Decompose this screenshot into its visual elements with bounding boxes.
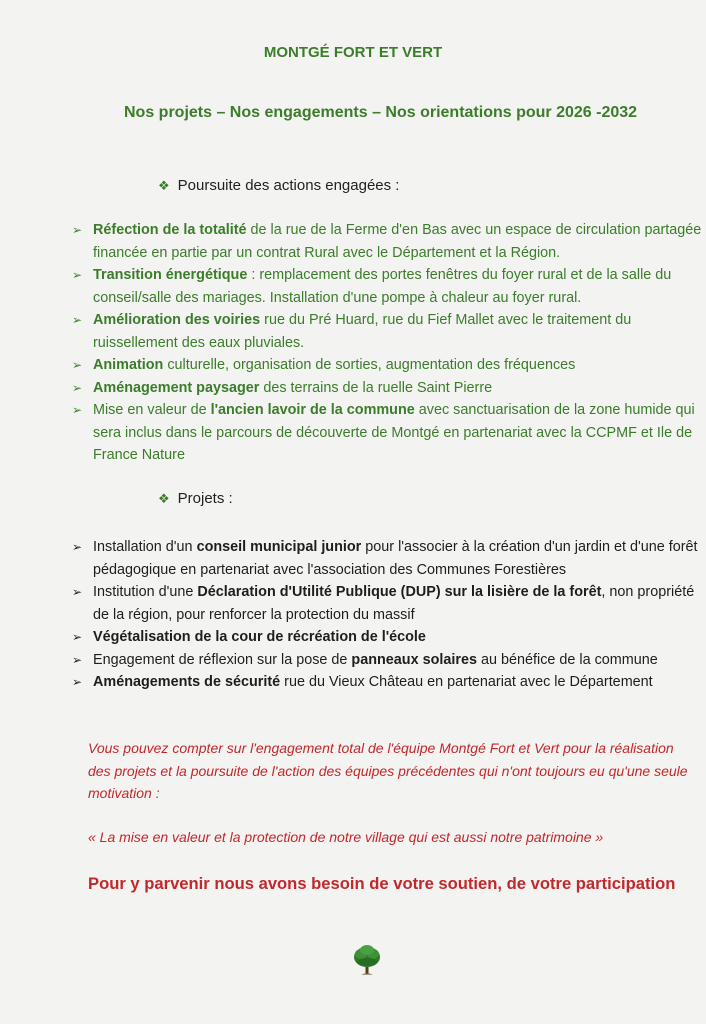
item-bold: Végétalisation de la cour de récréation de l'école <box>93 629 426 645</box>
arrow-bullet-icon: ➢ <box>72 358 83 372</box>
diamond-dots-icon: ❖ <box>158 491 170 506</box>
list-item <box>72 626 702 649</box>
arrow-bullet-icon: ➢ <box>72 380 83 395</box>
diamond-dots-icon: ❖ <box>158 178 170 193</box>
item-text: au bénéfice de la commune <box>476 651 658 668</box>
arrow-bullet-icon: ➢ <box>72 313 83 327</box>
call-to-action: Pour y parvenir nous avons besoin de votre soutien, de votre participation <box>88 874 676 893</box>
list-item <box>72 219 702 264</box>
arrow-bullet-icon: ➢ <box>72 675 83 689</box>
arrow-bullet-icon: ➢ <box>72 223 83 237</box>
item-text: pour l'associer à la création d'un jardin et d'une forêt pédagogique en partenariat avec l'association des Communes Forestières <box>93 539 698 578</box>
section-heading-actions <box>158 177 399 194</box>
item-bold: conseil municipal junior <box>196 539 362 555</box>
list-item <box>72 264 702 309</box>
item-text: , non propriété de la région, pour renforcer la protection du massif <box>93 584 695 623</box>
item-bold: Déclaration d'Utilité Publique (DUP) sur la lisière de la forêt <box>197 584 602 600</box>
section-heading-label: Poursuite des actions engagées : <box>177 177 400 194</box>
item-text: Engagement de réflexion sur la pose de <box>93 651 352 668</box>
arrow-bullet-icon: ➢ <box>72 585 83 599</box>
list-item <box>72 354 702 377</box>
item-text: : remplacement des portes fenêtres du foyer rural et de la salle du conseil/salle des mariages. Installation d'une pompe à chaleur au foyer rural. <box>93 267 672 306</box>
closing-quote: « La mise en valeur et la protection de notre village qui est aussi notre patrimoine » <box>88 829 604 845</box>
item-bold: Réfection de la totalité <box>93 222 247 238</box>
page-title: MONTGÉ FORT ET VERT <box>263 44 443 61</box>
arrow-bullet-icon: ➢ <box>72 540 83 554</box>
section-heading-label: Projets : <box>177 490 233 507</box>
item-text: de la rue de la Ferme d'en Bas avec un espace de circulation partagée financée en partie par un contrat Rural avec le Département et la Région. <box>93 222 702 261</box>
item-bold: Aménagements de sécurité <box>93 674 281 690</box>
tree-icon <box>352 944 382 976</box>
item-text: Institution d'une <box>93 584 198 600</box>
list-item <box>72 581 702 626</box>
item-text: rue du Pré Huard, rue du Fief Mallet avec le traitement du ruissellement des eaux pluviales. <box>93 312 632 351</box>
item-bold: Amélioration des voiries <box>93 312 261 328</box>
item-bold: Transition énergétique <box>93 267 248 283</box>
item-bold: Animation <box>93 357 164 373</box>
item-bold: l'ancien lavoir de la commune <box>210 402 415 418</box>
list-item <box>72 536 702 581</box>
item-text: Mise en valeur de <box>93 402 211 418</box>
page-subtitle: Nos projets – Nos engagements – Nos orientations pour 2026 -2032 <box>124 104 638 121</box>
list-item <box>72 377 702 400</box>
arrow-bullet-icon: ➢ <box>72 630 83 644</box>
item-bold: panneaux solaires <box>351 651 477 668</box>
item-text: Installation d'un <box>93 539 197 555</box>
closing-paragraph: Vous pouvez compter sur l'engagement total de l'équipe Montgé Fort et Vert pour la réalisation des projets et la poursuite de l'action des équipes précédentes qui n'ont toujours eu qu'une seule motivation : <box>88 740 688 801</box>
section-heading-projects <box>158 490 233 507</box>
list-item <box>72 671 702 694</box>
arrow-bullet-icon: ➢ <box>72 403 83 417</box>
list-item <box>72 649 702 672</box>
arrow-bullet-icon: ➢ <box>72 652 83 667</box>
list-item <box>72 399 702 467</box>
item-text: rue du Vieux Château en partenariat avec le Département <box>280 674 653 690</box>
actions-list <box>72 219 702 467</box>
item-bold: Aménagement paysager <box>93 379 260 396</box>
projects-list <box>72 536 702 694</box>
list-item <box>72 309 702 354</box>
arrow-bullet-icon: ➢ <box>72 268 83 282</box>
item-text: avec sanctuarisation de la zone humide qui sera inclus dans le parcours de découverte de Montgé en partenariat avec la CCPMF et Ile de France Nature <box>93 402 695 463</box>
item-text: culturelle, organisation de sorties, augmentation des fréquences <box>163 357 576 373</box>
item-text: des terrains de la ruelle Saint Pierre <box>259 379 493 396</box>
